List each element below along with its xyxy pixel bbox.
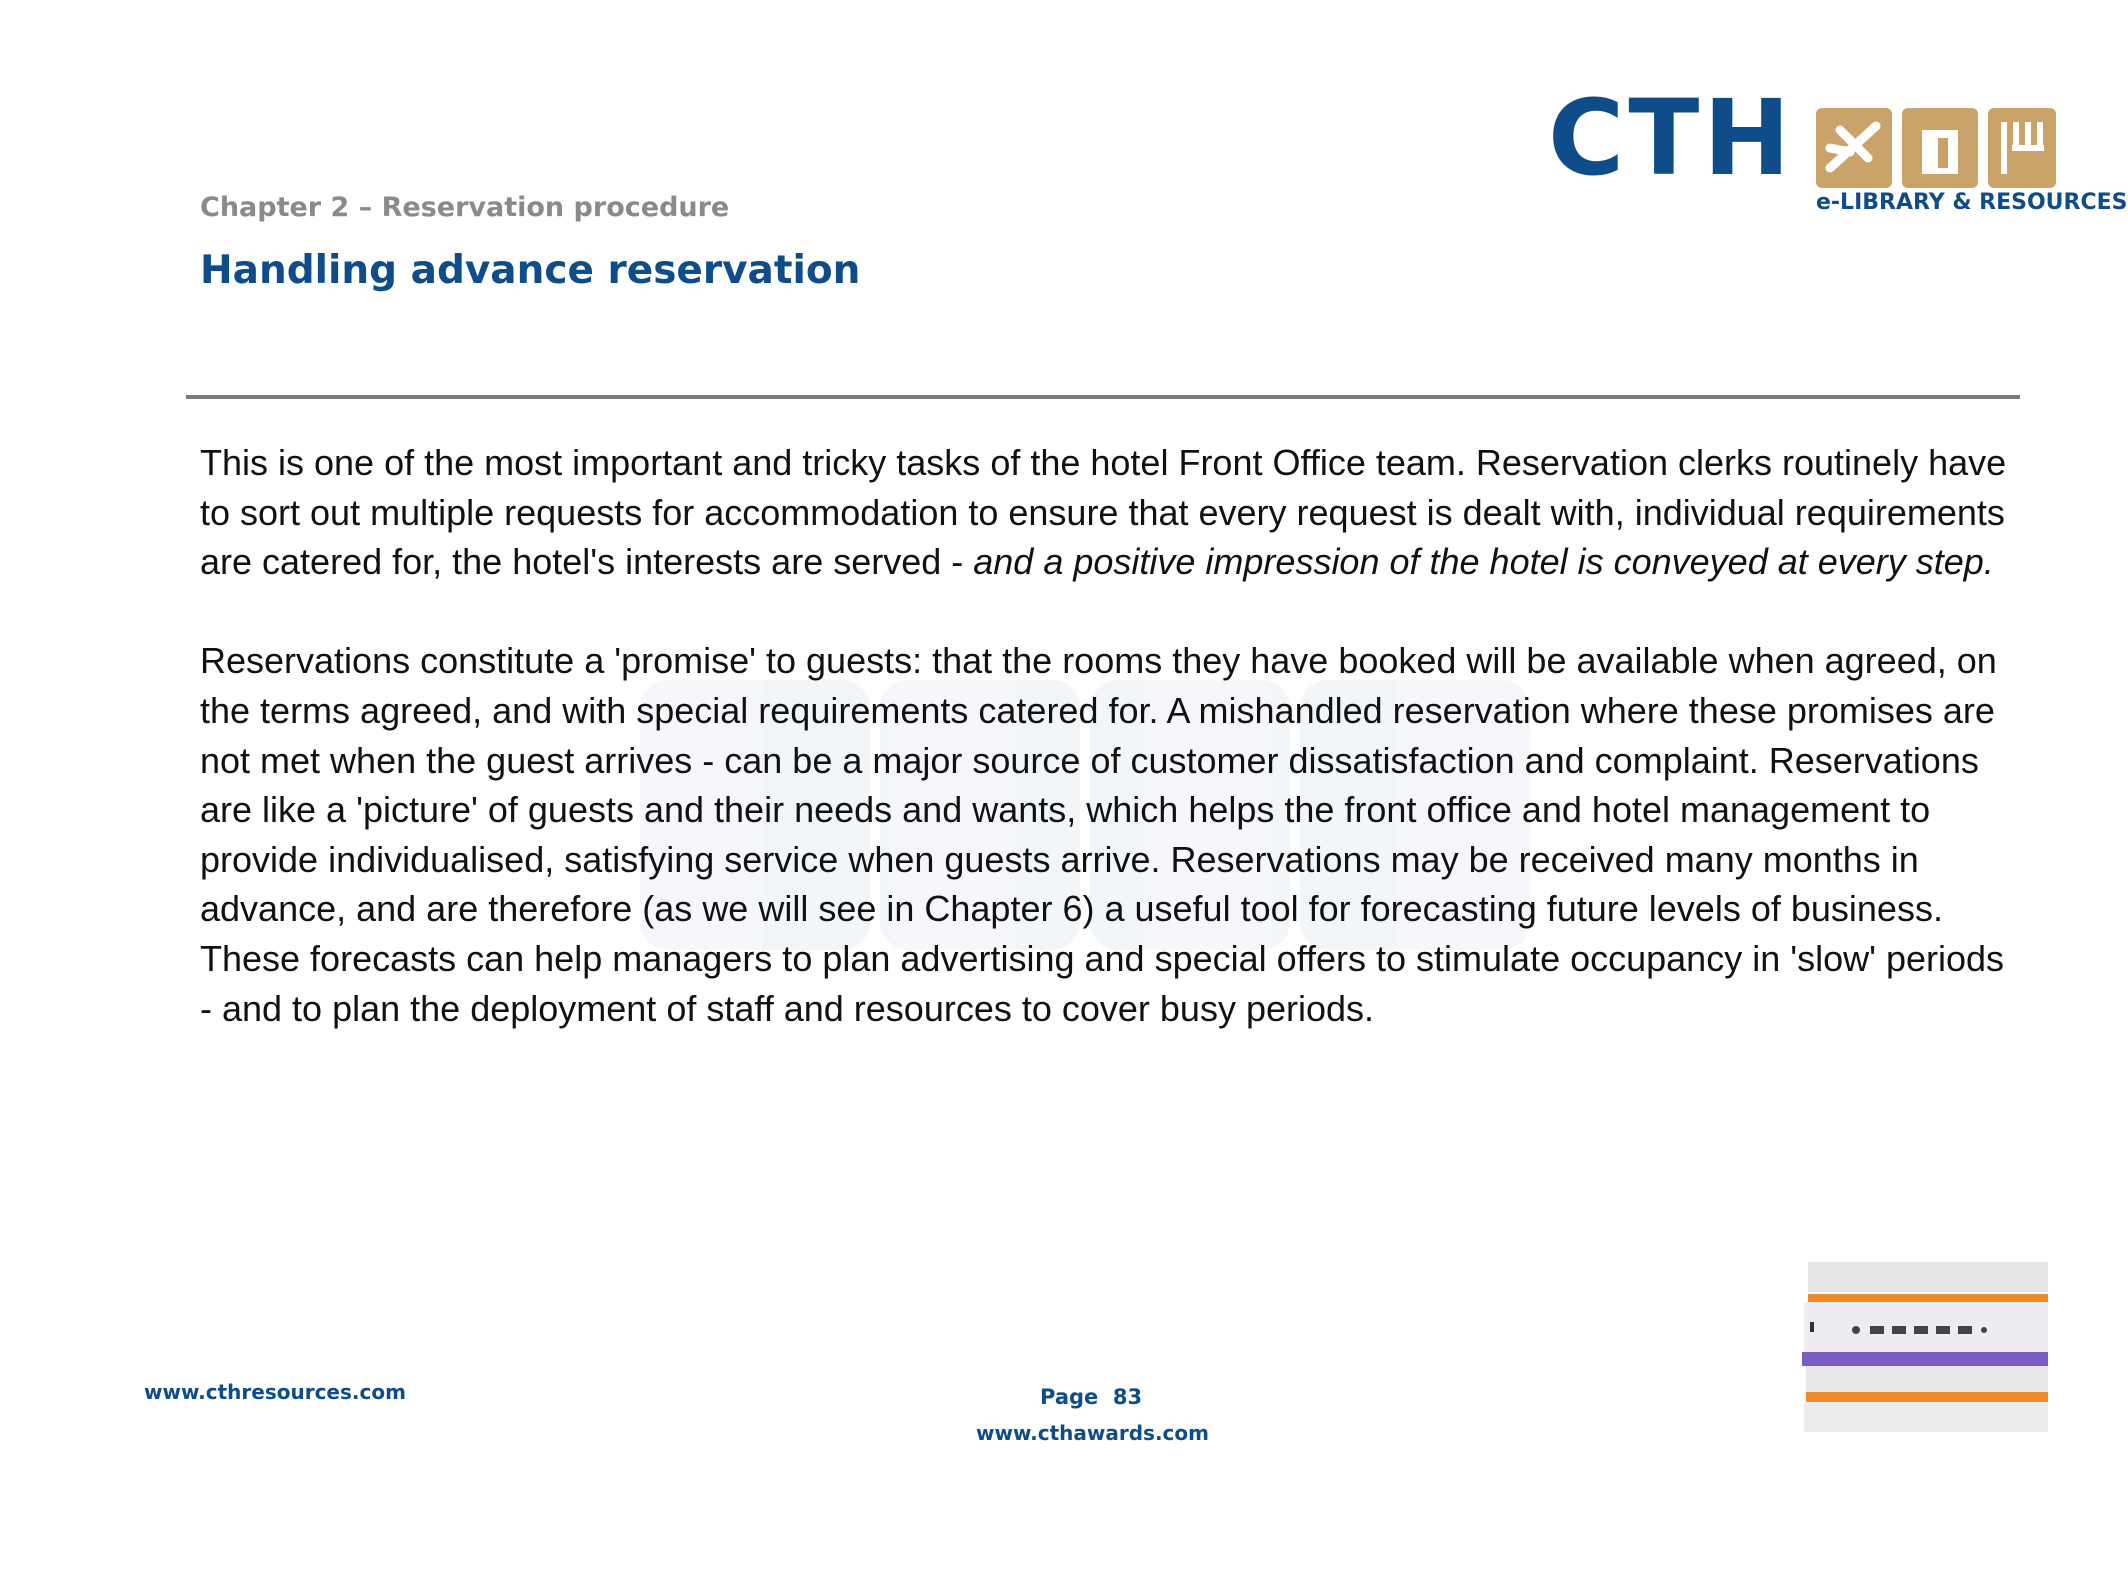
page-number [1040,1385,1142,1409]
logo-icon-tiles [1816,108,2056,188]
chapter-label: Chapter 2 – Reservation procedure [200,192,730,223]
footer-resources-link[interactable]: www.cthresources.com [144,1380,406,1404]
paragraph-1-text: This is one of the most important and tricky tasks of the hotel Front Office team. Reservation clerks routinely have to sort out multiple requests for accommodation to ensure that every request is dealt with, individual requirements are catered for, the hotel's interests are served - [200,442,2007,583]
paragraph-2: Reservations constitute a 'promise' to guests: that the rooms they have booked will be available when agreed, on the terms agreed, and with special requirements catered for. A mishandled reservation where these promises are not met when the guest arrives - can be a major source of customer dissatisfaction and complaint. Reservations are like a 'picture' of guests and their needs and wants, which helps the front office and hotel management to provide individualised, satisfying service when guests arrive. Reservations may be received many months in advance, and are therefore (as we will see in Chapter 6) a useful tool for forecasting future levels of business. These forecasts can help managers to plan advertising and special offers to stimulate occupancy in 'slow' periods - and to plan the deployment of staff and resources to cover busy periods. [200,640,2005,1029]
paragraph-1-italic: and a positive impression of the hotel is conveyed at every step. [973,541,1994,583]
logo-subtitle: e-LIBRARY & RESOURCES [1816,190,2128,215]
header-divider [186,395,2020,399]
logo-text: CTH [1548,77,1795,199]
page-label: Page [1040,1385,1099,1409]
page-number-value: 83 [1112,1385,1143,1409]
books-image [1800,1262,2048,1432]
paragraph-1 [200,438,2008,587]
cth-logo [1548,77,2128,216]
body-text [200,438,2008,1033]
footer-awards-link[interactable]: www.cthawards.com [976,1421,1209,1445]
page-title: Handling advance reservation [200,248,861,293]
